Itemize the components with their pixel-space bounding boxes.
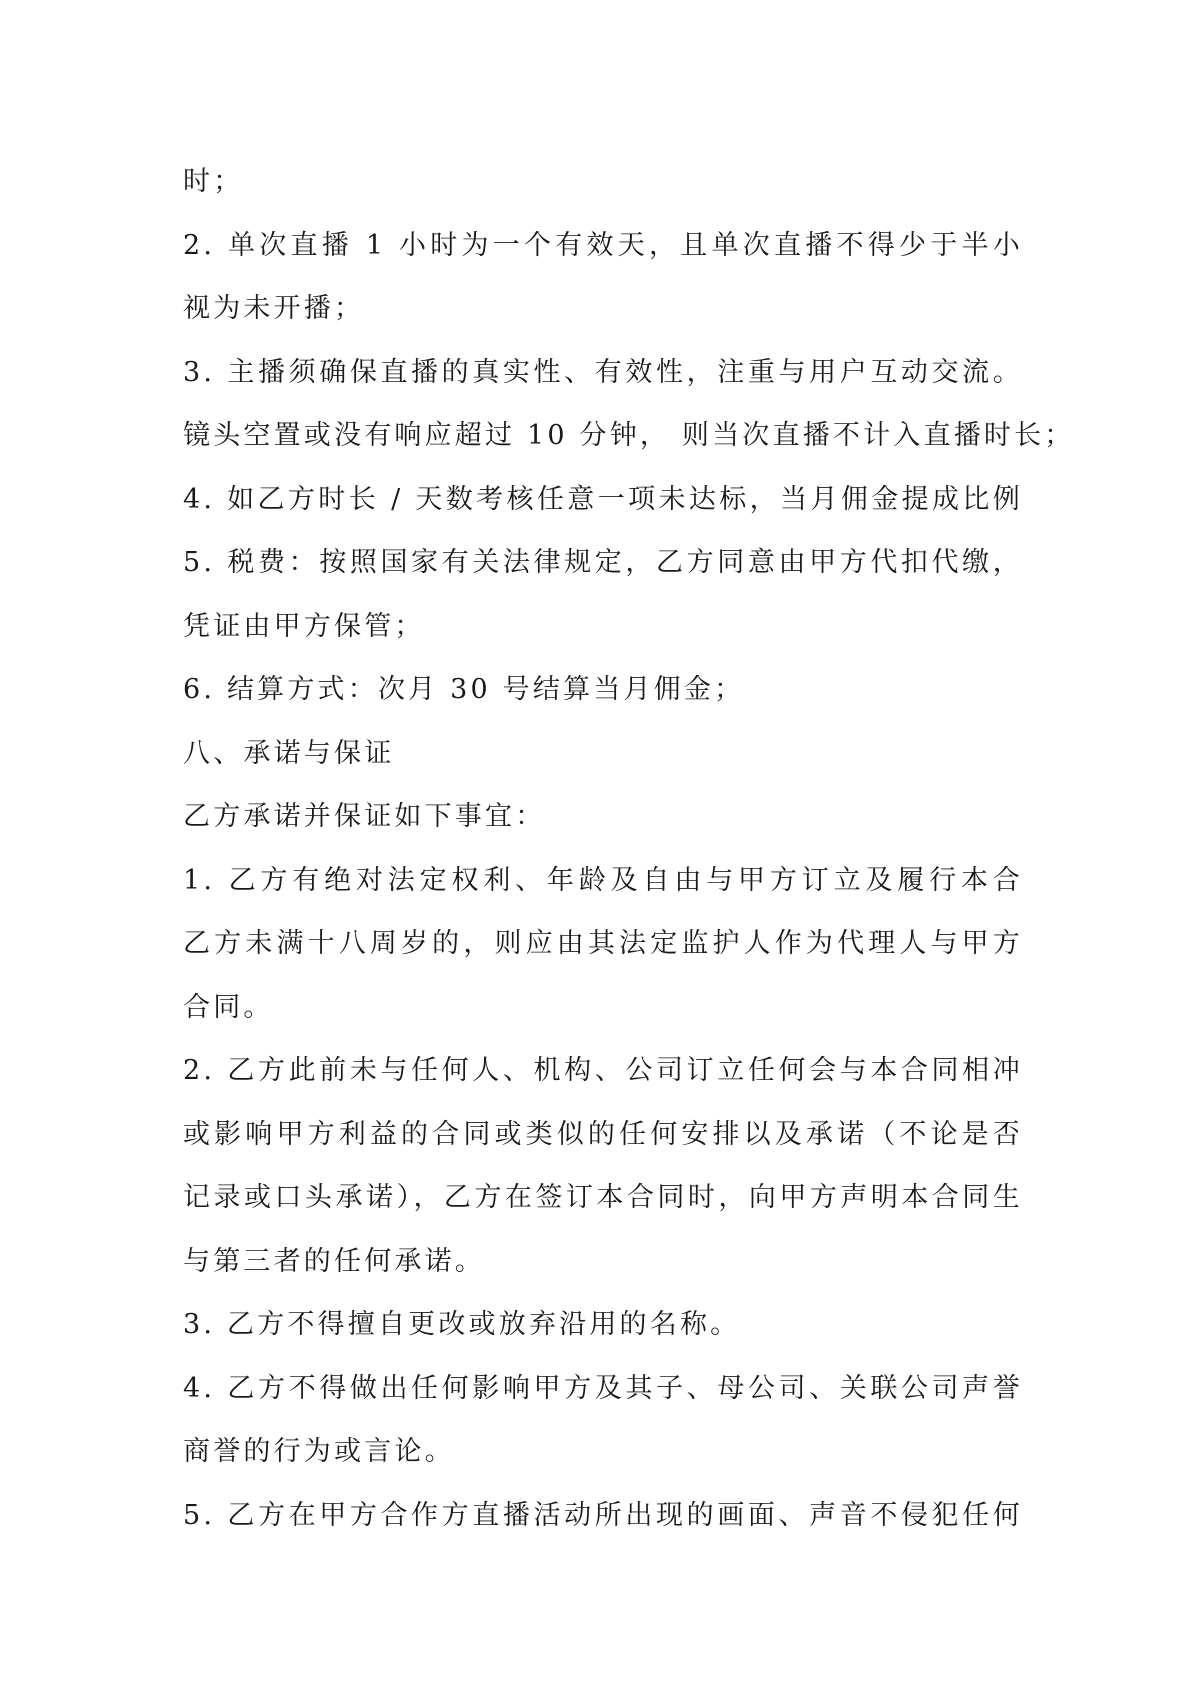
text-line: 凭证由甲方保管； [183, 610, 425, 642]
text-line: 1. 乙方有绝对法定权利、年龄及自由与甲方订立及履行本合 [183, 864, 1023, 896]
text-line: 与第三者的任何承诺。 [183, 1245, 485, 1277]
text-line: 6. 结算方式：次月 30 号结算当月佣金； [183, 674, 745, 705]
text-line: 视为未开播； [183, 293, 365, 324]
text-line: 4. 乙方不得做出任何影响甲方及其子、母公司、关联公司声誉 [183, 1372, 1023, 1404]
text-line: 记录或口头承诺），乙方在签订本合同时，向甲方声明本合同生 [183, 1182, 1023, 1213]
text-line: 2. 单次直播 1 小时为一个有效天，且单次直播不得少于半小 [183, 229, 1023, 261]
text-line: 乙方承诺并保证如下事宜： [183, 801, 546, 832]
text-line: 时； [183, 166, 244, 197]
text-line: 或影响甲方利益的合同或类似的任何安排以及承诺（不论是否 [183, 1118, 1023, 1150]
text-line: 乙方未满十八周岁的，则应由其法定监护人作为代理人与甲方 [183, 928, 1023, 959]
text-line: 5. 税费：按照国家有关法律规定，乙方同意由甲方代扣代缴， [183, 547, 1023, 578]
document-page [183, 150, 1075, 1547]
text-line: 4. 如乙方时长 / 天数考核任意一项未达标，当月佣金提成比例 [183, 483, 1023, 515]
text-line: 镜头空置或没有响应超过 10 分钟， 则当次直播不计入直播时长； [183, 420, 1075, 451]
text-line: 合同。 [183, 991, 274, 1023]
text-line: 商誉的行为或言论。 [183, 1436, 455, 1467]
text-line: 5. 乙方在甲方合作方直播活动所出现的画面、声音不侵犯任何 [183, 1499, 1023, 1531]
text-line: 3. 乙方不得擅自更改或放弃沿用的名称。 [183, 1309, 741, 1340]
text-line: 2. 乙方此前未与任何人、机构、公司订立任何会与本合同相冲 [183, 1055, 1023, 1086]
text-line: 3. 主播须确保直播的真实性、有效性，注重与用户互动交流。 [183, 356, 1023, 388]
section-heading: 八、承诺与保证 [183, 737, 395, 769]
